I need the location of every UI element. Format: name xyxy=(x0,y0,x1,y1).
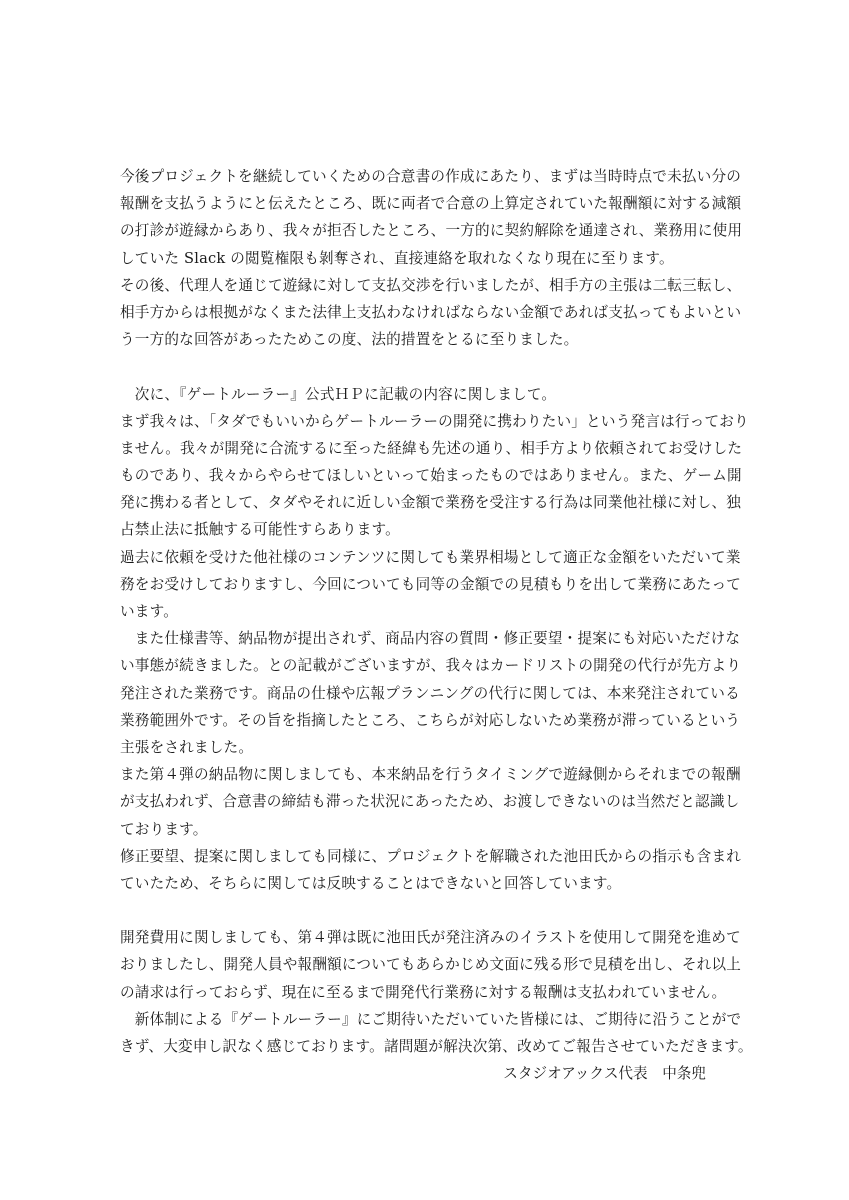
body-line: まず我々は、「タダでもいいからゲートルーラーの開発に携わりたい」という発言は行っており xyxy=(120,412,749,430)
body-line: 業務範囲外です。その旨を指摘したところ、こちらが対応しないため業務が滞っているという xyxy=(120,711,741,729)
body-line: ていたため、そちらに関しては反映することはできないと回答しています。 xyxy=(120,874,622,892)
body-line: います。 xyxy=(120,603,179,620)
paragraph-gap xyxy=(120,897,732,924)
body-line: 次に、『ゲートルーラー』公式ＨＰに記載の内容に関しまして。 xyxy=(120,385,557,403)
signature: スタジオアックス代表 中条兜 xyxy=(503,1065,706,1083)
body-line: していた Slack の閲覧権限も剝奪され、直接連絡を取れなくなり現在に至ります。 xyxy=(120,249,674,267)
body-line: の打診が遊縁からあり、我々が拒否したところ、一方的に契約解除を通達され、業務用に使用 xyxy=(120,222,743,240)
body-line: 発注された業務です。商品の仕様や広報プランニングの代行に関しては、本来発注されている xyxy=(120,684,740,702)
body-line: おりましたし、開発人員や報酬額についてもあらかじめ文面に残る形で見積を出し、それ以上 xyxy=(120,956,742,974)
body-line: が支払われず、合意書の締結も滞った状況にあったため、お渡しできないのは当然だと認識し xyxy=(120,793,740,811)
body-line: 務をお受けしておりますし、今回についても同等の金額での見積もりを出して業務にあたって xyxy=(120,575,742,593)
body-line: 主張をされました。 xyxy=(120,738,254,756)
body-line: 今後プロジェクトを継続していくための合意書の作成にあたり、まずは当時時点で未払い分の xyxy=(120,168,742,185)
body-line: 修正要望、提案に関しましても同様に、プロジェクトを解職された池田氏からの指示も含まれ xyxy=(120,847,742,865)
document-body xyxy=(120,163,753,1087)
body-line: ません。我々が開発に合流するに至った経緯も先述の通り、相手方より依頼されてお受けした xyxy=(120,439,743,457)
body-line: 発に携わる者として、タダやそれに近しい金額で業務を受注する行為は同業他社様に対し、独 xyxy=(120,494,742,512)
body-line: ております。 xyxy=(120,820,208,838)
body-line: 報酬を支払うようにと伝えたところ、既に両者で合意の上算定されていた報酬額に対する減額 xyxy=(120,195,742,213)
body-line: う一方的な回答があったためこの度、法的措置をとるに至りました。 xyxy=(120,331,579,349)
body-line: 開発費用に関しましても、第４弾は既に池田氏が発注済みのイラストを使用して開発を進めて xyxy=(120,929,741,947)
body-line: い事態が続きました。との記載がございますが、我々はカードリストの開発の代行が先方より xyxy=(120,657,742,675)
body-line: きず、大変申し訳なく感じております。諸問題が解決次第、改めてご報告させていただきます。 xyxy=(120,1038,753,1055)
paragraph-gap xyxy=(120,353,732,380)
body-line: 占禁止法に抵触する可能性すらあります。 xyxy=(120,521,400,539)
body-line: 新体制による『ゲートルーラー』にご期待いただいていた皆様には、ご期待に沿うことがで xyxy=(120,1010,742,1028)
body-line: また仕様書等、納品物が提出されず、商品内容の質問・修正要望・提案にも対応いただけな xyxy=(120,630,741,648)
body-line: 過去に依頼を受けた他社様のコンテンツに関しても業界相場として適正な金額をいただいて業 xyxy=(120,548,741,566)
body-line: また第４弾の納品物に関しましても、本来納品を行うタイミングで遊縁側からそれまでの報酬 xyxy=(120,766,741,784)
body-line: の請求は行っておらず、現在に至るまで開発代行業務に対する報酬は支払われていません。 xyxy=(120,983,727,1001)
body-line: その後、代理人を通じて遊縁に対して支払交渉を行いましたが、相手方の主張は二転三転し、 xyxy=(120,276,742,294)
body-line: ものであり、我々からやらせてほしいといって始まったものではありません。また、ゲーム開 xyxy=(120,467,742,485)
body-line: 相手方からは根拠がなくまた法律上支払わなければならない金額であれば支払ってもよいとい xyxy=(120,303,742,321)
